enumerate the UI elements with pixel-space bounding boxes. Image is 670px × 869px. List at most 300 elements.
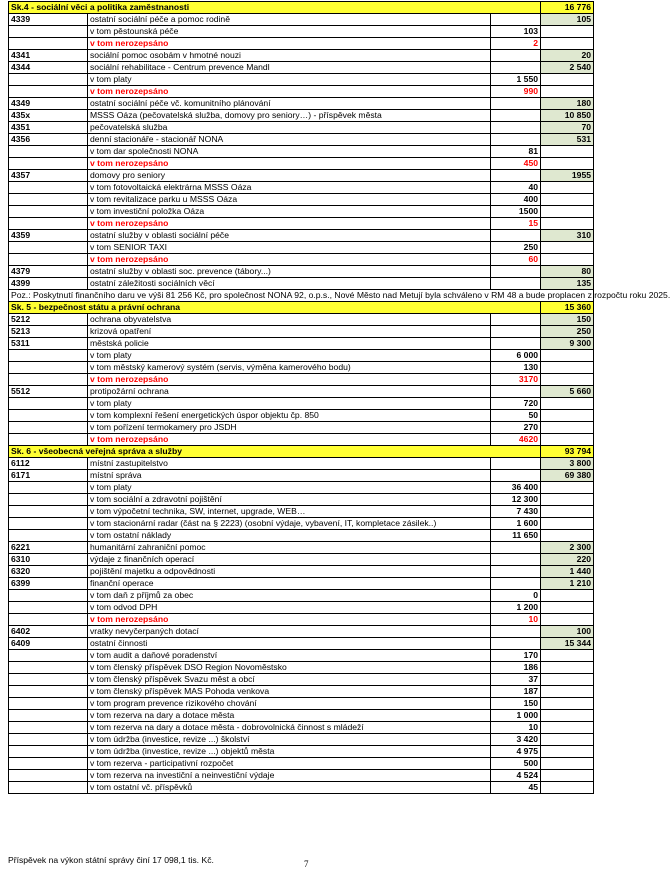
empty-code-cell xyxy=(9,698,88,710)
paragraph-description: MSSS Oáza (pečovatelská služba, domovy pro seniory…) - příspěvek města xyxy=(88,110,491,122)
paragraph-code: 4357 xyxy=(9,170,88,182)
empty-cell xyxy=(491,470,541,482)
paragraph-amount: 180 xyxy=(541,98,594,110)
paragraph-amount: 20 xyxy=(541,50,594,62)
paragraph-amount: 9 300 xyxy=(541,338,594,350)
empty-code-cell xyxy=(9,398,88,410)
paragraph-description: ostatní záležitosti sociálních věcí xyxy=(88,278,491,290)
detail-row xyxy=(9,422,594,434)
paragraph-row xyxy=(9,638,594,650)
detail-amount: 10 xyxy=(491,722,541,734)
detail-row xyxy=(9,506,594,518)
paragraph-amount: 1 440 xyxy=(541,566,594,578)
detail-description: v tom údržba (investice, revize ...) objektů města xyxy=(88,746,491,758)
detail-description: v tom komplexní řešení energetických úspor objektu čp. 850 xyxy=(88,410,491,422)
empty-code-cell xyxy=(9,758,88,770)
paragraph-row xyxy=(9,122,594,134)
empty-code-cell xyxy=(9,662,88,674)
detail-amount: 3 420 xyxy=(491,734,541,746)
empty-code-cell xyxy=(9,434,88,446)
unallocated-row xyxy=(9,614,594,626)
paragraph-description: sociální rehabilitace - Centrum prevence Mandl xyxy=(88,62,491,74)
empty-code-cell xyxy=(9,518,88,530)
empty-code-cell xyxy=(9,146,88,158)
paragraph-code: 6112 xyxy=(9,458,88,470)
empty-code-cell xyxy=(9,590,88,602)
detail-row xyxy=(9,398,594,410)
paragraph-row xyxy=(9,338,594,350)
empty-cell xyxy=(541,530,594,542)
paragraph-code: 4359 xyxy=(9,230,88,242)
empty-code-cell xyxy=(9,158,88,170)
empty-cell xyxy=(541,710,594,722)
paragraph-code: 4339 xyxy=(9,14,88,26)
empty-cell xyxy=(541,650,594,662)
empty-code-cell xyxy=(9,674,88,686)
detail-row xyxy=(9,674,594,686)
empty-cell xyxy=(541,398,594,410)
detail-description: v tom sociální a zdravotní pojištění xyxy=(88,494,491,506)
detail-description: v tom členský příspěvek Svazu měst a obcí xyxy=(88,674,491,686)
detail-amount: 1 600 xyxy=(491,518,541,530)
empty-code-cell xyxy=(9,374,88,386)
empty-cell xyxy=(541,410,594,422)
paragraph-amount: 69 380 xyxy=(541,470,594,482)
detail-amount: 81 xyxy=(491,146,541,158)
detail-description: v tom rezerva na dary a dotace města - dobrovolnická činnost s mládeží xyxy=(88,722,491,734)
paragraph-amount: 531 xyxy=(541,134,594,146)
detail-description: v tom výpočetní technika, SW, internet, upgrade, WEB… xyxy=(88,506,491,518)
paragraph-code: 6409 xyxy=(9,638,88,650)
detail-amount: 0 xyxy=(491,590,541,602)
detail-amount: 10 xyxy=(491,614,541,626)
paragraph-amount: 2 300 xyxy=(541,542,594,554)
section-header-row xyxy=(9,446,594,458)
empty-cell xyxy=(491,542,541,554)
detail-description: v tom městský kamerový systém (servis, výměna kamerového bodu) xyxy=(88,362,491,374)
paragraph-description: ostatní služby v oblasti soc. prevence (tábory...) xyxy=(88,266,491,278)
unallocated-row xyxy=(9,158,594,170)
paragraph-row xyxy=(9,98,594,110)
detail-row xyxy=(9,722,594,734)
empty-code-cell xyxy=(9,242,88,254)
paragraph-description: denní stacionáře - stacionář NONA xyxy=(88,134,491,146)
empty-cell xyxy=(541,158,594,170)
budget-sheet xyxy=(8,1,670,794)
detail-description: v tom rezerva na dary a dotace města xyxy=(88,710,491,722)
detail-row xyxy=(9,758,594,770)
paragraph-row xyxy=(9,566,594,578)
paragraph-row xyxy=(9,14,594,26)
paragraph-code: 6402 xyxy=(9,626,88,638)
paragraph-description: domovy pro seniory xyxy=(88,170,491,182)
paragraph-code: 4344 xyxy=(9,62,88,74)
paragraph-code: 4341 xyxy=(9,50,88,62)
paragraph-description: pečovatelská služba xyxy=(88,122,491,134)
detail-description: v tom ostatní vč. příspěvků xyxy=(88,782,491,794)
detail-amount: 130 xyxy=(491,362,541,374)
empty-cell xyxy=(541,218,594,230)
empty-cell xyxy=(541,146,594,158)
detail-row xyxy=(9,362,594,374)
empty-code-cell xyxy=(9,770,88,782)
empty-cell xyxy=(491,50,541,62)
detail-row xyxy=(9,662,594,674)
empty-code-cell xyxy=(9,482,88,494)
detail-amount: 150 xyxy=(491,698,541,710)
paragraph-row xyxy=(9,50,594,62)
detail-row xyxy=(9,350,594,362)
detail-amount: 1 000 xyxy=(491,710,541,722)
empty-code-cell xyxy=(9,206,88,218)
paragraph-description: ochrana obyvatelstva xyxy=(88,314,491,326)
empty-cell xyxy=(541,86,594,98)
section-total: 93 794 xyxy=(541,446,594,458)
empty-cell xyxy=(491,98,541,110)
empty-cell xyxy=(541,206,594,218)
detail-amount: 720 xyxy=(491,398,541,410)
section-total: 16 776 xyxy=(541,2,594,14)
detail-amount: 4 524 xyxy=(491,770,541,782)
paragraph-amount: 310 xyxy=(541,230,594,242)
detail-description: v tom revitalizace parku u MSSS Oáza xyxy=(88,194,491,206)
section-header-row xyxy=(9,2,594,14)
paragraph-row xyxy=(9,134,594,146)
paragraph-amount: 100 xyxy=(541,626,594,638)
detail-description: v tom platy xyxy=(88,482,491,494)
empty-cell xyxy=(491,326,541,338)
empty-code-cell xyxy=(9,734,88,746)
paragraph-description: vratky nevyčerpaných dotací xyxy=(88,626,491,638)
paragraph-row xyxy=(9,314,594,326)
empty-cell xyxy=(541,38,594,50)
budget-table xyxy=(8,1,670,794)
detail-description: v tom platy xyxy=(88,74,491,86)
empty-cell xyxy=(541,242,594,254)
detail-amount: 15 xyxy=(491,218,541,230)
empty-cell xyxy=(541,482,594,494)
paragraph-code: 6221 xyxy=(9,542,88,554)
paragraph-amount: 150 xyxy=(541,314,594,326)
paragraph-amount: 80 xyxy=(541,266,594,278)
empty-cell xyxy=(541,254,594,266)
detail-amount: 103 xyxy=(491,26,541,38)
empty-cell xyxy=(491,338,541,350)
section-title: Sk.4 - sociální věci a politika zaměstnanosti xyxy=(9,2,541,14)
detail-amount: 36 400 xyxy=(491,482,541,494)
detail-row xyxy=(9,518,594,530)
paragraph-row xyxy=(9,554,594,566)
empty-cell xyxy=(541,674,594,686)
empty-cell xyxy=(541,662,594,674)
paragraph-amount: 15 344 xyxy=(541,638,594,650)
empty-cell xyxy=(491,554,541,566)
detail-row xyxy=(9,770,594,782)
detail-amount: 250 xyxy=(491,242,541,254)
empty-cell xyxy=(491,110,541,122)
paragraph-description: krizová opatření xyxy=(88,326,491,338)
empty-cell xyxy=(541,614,594,626)
empty-code-cell xyxy=(9,710,88,722)
unallocated-row xyxy=(9,38,594,50)
detail-amount: 40 xyxy=(491,182,541,194)
empty-cell xyxy=(491,266,541,278)
detail-amount: 1 550 xyxy=(491,74,541,86)
unallocated-row xyxy=(9,218,594,230)
empty-code-cell xyxy=(9,182,88,194)
paragraph-amount: 220 xyxy=(541,554,594,566)
paragraph-amount: 1955 xyxy=(541,170,594,182)
empty-cell xyxy=(491,314,541,326)
empty-cell xyxy=(541,518,594,530)
empty-cell xyxy=(541,350,594,362)
detail-row xyxy=(9,782,594,794)
detail-row xyxy=(9,74,594,86)
paragraph-code: 5311 xyxy=(9,338,88,350)
paragraph-amount: 70 xyxy=(541,122,594,134)
empty-code-cell xyxy=(9,494,88,506)
empty-cell xyxy=(541,362,594,374)
empty-code-cell xyxy=(9,746,88,758)
detail-description: v tom údržba (investice, revize ...) školství xyxy=(88,734,491,746)
paragraph-row xyxy=(9,542,594,554)
footer-note: Příspěvek na výkon státní správy činí 17 098,1 tis. Kč. xyxy=(8,855,214,865)
empty-cell xyxy=(541,26,594,38)
detail-row xyxy=(9,602,594,614)
detail-amount: 500 xyxy=(491,758,541,770)
paragraph-row xyxy=(9,578,594,590)
paragraph-row xyxy=(9,110,594,122)
empty-cell xyxy=(491,638,541,650)
empty-cell xyxy=(541,374,594,386)
detail-description: v tom nerozepsáno xyxy=(88,614,491,626)
empty-code-cell xyxy=(9,530,88,542)
paragraph-amount: 105 xyxy=(541,14,594,26)
note-row xyxy=(9,290,594,302)
paragraph-code: 4356 xyxy=(9,134,88,146)
detail-amount: 12 300 xyxy=(491,494,541,506)
detail-amount: 186 xyxy=(491,662,541,674)
section-title: Sk. 5 - bezpečnost státu a právní ochrana xyxy=(9,302,541,314)
paragraph-description: ostatní sociální péče vč. komunitního plánování xyxy=(88,98,491,110)
note-text: Poz.: Poskytnutí finančního daru ve výši 81 256 Kč, pro společnost NONA 92, o.p.s., Nové Město nad Metují byla schváleno v RM 48 a bude proplacen z rozpočtu roku 2025. xyxy=(9,290,594,302)
detail-row xyxy=(9,182,594,194)
detail-description: v tom investiční položka Oáza xyxy=(88,206,491,218)
detail-description: v tom pořízení termokamery pro JSDH xyxy=(88,422,491,434)
paragraph-row xyxy=(9,230,594,242)
detail-amount: 990 xyxy=(491,86,541,98)
paragraph-code: 5212 xyxy=(9,314,88,326)
detail-row xyxy=(9,206,594,218)
paragraph-description: ostatní služby v oblasti sociální péče xyxy=(88,230,491,242)
empty-code-cell xyxy=(9,194,88,206)
detail-row xyxy=(9,146,594,158)
paragraph-code: 6399 xyxy=(9,578,88,590)
detail-description: v tom rezerva - participativní rozpočet xyxy=(88,758,491,770)
section-header-row xyxy=(9,302,594,314)
section-total: 15 360 xyxy=(541,302,594,314)
empty-cell xyxy=(491,230,541,242)
empty-cell xyxy=(491,122,541,134)
paragraph-description: městská policie xyxy=(88,338,491,350)
empty-code-cell xyxy=(9,782,88,794)
empty-cell xyxy=(491,278,541,290)
detail-description: v tom nerozepsáno xyxy=(88,86,491,98)
paragraph-amount: 10 850 xyxy=(541,110,594,122)
paragraph-amount: 3 800 xyxy=(541,458,594,470)
detail-amount: 450 xyxy=(491,158,541,170)
empty-cell xyxy=(541,182,594,194)
paragraph-description: protipožární ochrana xyxy=(88,386,491,398)
paragraph-description: výdaje z finančních operací xyxy=(88,554,491,566)
detail-amount: 4620 xyxy=(491,434,541,446)
paragraph-row xyxy=(9,62,594,74)
empty-cell xyxy=(541,698,594,710)
detail-description: v tom SENIOR TAXI xyxy=(88,242,491,254)
paragraph-row xyxy=(9,386,594,398)
detail-description: v tom nerozepsáno xyxy=(88,38,491,50)
empty-code-cell xyxy=(9,722,88,734)
empty-code-cell xyxy=(9,506,88,518)
empty-code-cell xyxy=(9,86,88,98)
paragraph-description: pojištění majetku a odpovědnosti xyxy=(88,566,491,578)
detail-amount: 50 xyxy=(491,410,541,422)
paragraph-description: sociální pomoc osobám v hmotné nouzi xyxy=(88,50,491,62)
detail-row xyxy=(9,734,594,746)
paragraph-description: ostatní činnosti xyxy=(88,638,491,650)
detail-description: v tom pěstounská péče xyxy=(88,26,491,38)
empty-cell xyxy=(491,14,541,26)
empty-cell xyxy=(541,734,594,746)
empty-cell xyxy=(541,770,594,782)
empty-cell xyxy=(491,134,541,146)
detail-row xyxy=(9,710,594,722)
detail-row xyxy=(9,590,594,602)
empty-code-cell xyxy=(9,362,88,374)
detail-amount: 270 xyxy=(491,422,541,434)
detail-row xyxy=(9,494,594,506)
detail-amount: 7 430 xyxy=(491,506,541,518)
detail-amount: 37 xyxy=(491,674,541,686)
detail-amount: 3170 xyxy=(491,374,541,386)
detail-row xyxy=(9,650,594,662)
detail-description: v tom daň z příjmů za obec xyxy=(88,590,491,602)
paragraph-description: místní zastupitelstvo xyxy=(88,458,491,470)
empty-cell xyxy=(541,686,594,698)
paragraph-amount: 5 660 xyxy=(541,386,594,398)
detail-amount: 6 000 xyxy=(491,350,541,362)
paragraph-code: 6310 xyxy=(9,554,88,566)
detail-row xyxy=(9,482,594,494)
paragraph-description: humanitární zahraniční pomoc xyxy=(88,542,491,554)
empty-cell xyxy=(541,758,594,770)
empty-code-cell xyxy=(9,38,88,50)
detail-row xyxy=(9,530,594,542)
empty-code-cell xyxy=(9,422,88,434)
empty-cell xyxy=(541,746,594,758)
empty-cell xyxy=(491,386,541,398)
empty-cell xyxy=(541,494,594,506)
paragraph-row xyxy=(9,170,594,182)
empty-cell xyxy=(541,602,594,614)
paragraph-code: 4349 xyxy=(9,98,88,110)
paragraph-amount: 250 xyxy=(541,326,594,338)
page-number: 7 xyxy=(304,859,309,869)
paragraph-row xyxy=(9,458,594,470)
paragraph-description: místní správa xyxy=(88,470,491,482)
empty-code-cell xyxy=(9,614,88,626)
unallocated-row xyxy=(9,434,594,446)
empty-cell xyxy=(541,422,594,434)
unallocated-row xyxy=(9,374,594,386)
empty-code-cell xyxy=(9,26,88,38)
detail-amount: 170 xyxy=(491,650,541,662)
detail-amount: 2 xyxy=(491,38,541,50)
empty-cell xyxy=(541,506,594,518)
detail-amount: 4 975 xyxy=(491,746,541,758)
paragraph-row xyxy=(9,470,594,482)
empty-code-cell xyxy=(9,650,88,662)
detail-description: v tom členský příspěvek MAS Pohoda venkova xyxy=(88,686,491,698)
paragraph-code: 5512 xyxy=(9,386,88,398)
paragraph-code: 5213 xyxy=(9,326,88,338)
section-title: Sk. 6 - všeobecná veřejná správa a služby xyxy=(9,446,541,458)
paragraph-row xyxy=(9,278,594,290)
paragraph-code: 4379 xyxy=(9,266,88,278)
detail-description: v tom program prevence rizikového chování xyxy=(88,698,491,710)
detail-amount: 400 xyxy=(491,194,541,206)
detail-amount: 1500 xyxy=(491,206,541,218)
detail-description: v tom odvod DPH xyxy=(88,602,491,614)
detail-row xyxy=(9,698,594,710)
empty-cell xyxy=(491,578,541,590)
empty-code-cell xyxy=(9,602,88,614)
empty-cell xyxy=(541,722,594,734)
unallocated-row xyxy=(9,254,594,266)
paragraph-description: finanční operace xyxy=(88,578,491,590)
detail-row xyxy=(9,26,594,38)
detail-description: v tom platy xyxy=(88,398,491,410)
detail-description: v tom platy xyxy=(88,350,491,362)
empty-cell xyxy=(491,170,541,182)
detail-description: v tom členský příspěvek DSO Region Novoměstsko xyxy=(88,662,491,674)
paragraph-code: 6320 xyxy=(9,566,88,578)
detail-description: v tom nerozepsáno xyxy=(88,254,491,266)
empty-cell xyxy=(491,566,541,578)
empty-code-cell xyxy=(9,410,88,422)
detail-amount: 1 200 xyxy=(491,602,541,614)
detail-row xyxy=(9,686,594,698)
detail-amount: 45 xyxy=(491,782,541,794)
detail-row xyxy=(9,410,594,422)
empty-cell xyxy=(541,434,594,446)
empty-cell xyxy=(541,782,594,794)
empty-cell xyxy=(541,590,594,602)
empty-cell xyxy=(491,458,541,470)
empty-cell xyxy=(541,194,594,206)
detail-description: v tom nerozepsáno xyxy=(88,158,491,170)
paragraph-row xyxy=(9,266,594,278)
empty-cell xyxy=(491,626,541,638)
detail-amount: 11 650 xyxy=(491,530,541,542)
empty-code-cell xyxy=(9,218,88,230)
paragraph-row xyxy=(9,626,594,638)
paragraph-description: ostatní sociální péče a pomoc rodině xyxy=(88,14,491,26)
empty-code-cell xyxy=(9,74,88,86)
paragraph-code: 435x xyxy=(9,110,88,122)
detail-description: v tom stacionární radar (část na § 2223) (osobní výdaje, vybavení, IT, kompletace zásilek..) xyxy=(88,518,491,530)
detail-description: v tom nerozepsáno xyxy=(88,434,491,446)
